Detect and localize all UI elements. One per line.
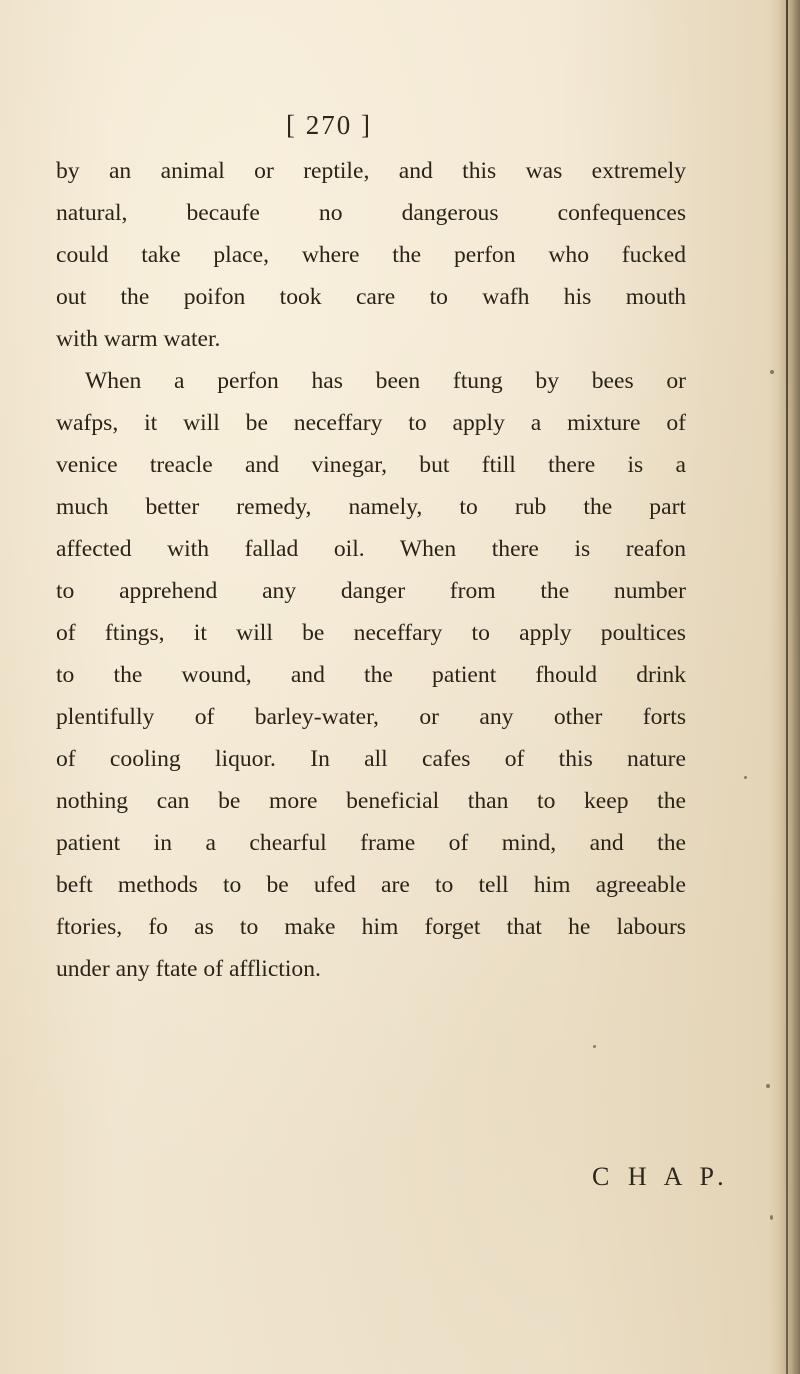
- paper-speck: [593, 1045, 596, 1048]
- text-line: much better remedy, namely, to rub the part: [56, 494, 686, 520]
- text-line: When a perfon has been ftung by bees or: [85, 368, 686, 394]
- text-line: wafps, it will be neceffary to apply a mixture of: [56, 410, 686, 436]
- text-line: venice treacle and vinegar, but ftill there is a: [56, 452, 686, 478]
- catchword: C H A P.: [592, 1162, 730, 1191]
- text-line: of ftings, it will be neceffary to apply poultices: [56, 620, 686, 646]
- text-line: to the wound, and the patient fhould drink: [56, 662, 686, 688]
- text-line: out the poifon took care to wafh his mouth: [56, 284, 686, 310]
- text-line: affected with fallad oil. When there is reafon: [56, 536, 686, 562]
- paper-speck: [766, 1084, 770, 1088]
- text-line: could take place, where the perfon who fucked: [56, 242, 686, 268]
- paper-speck: [770, 370, 774, 374]
- paper-speck: [744, 776, 747, 779]
- body-text: [56, 150, 686, 990]
- text-line: plentifully of barley-water, or any other forts: [56, 704, 686, 730]
- paper-speck: [770, 1215, 773, 1220]
- page-edge-shadow: [778, 0, 800, 1374]
- page-number: [ 270 ]: [286, 110, 372, 140]
- text-line: with warm water.: [56, 326, 221, 352]
- text-line: natural, becaufe no dangerous confequences: [56, 200, 686, 226]
- text-line: by an animal or reptile, and this was extremely: [56, 158, 686, 184]
- text-line: under any ftate of affliction.: [56, 956, 321, 982]
- text-line: nothing can be more beneficial than to keep the: [56, 788, 686, 814]
- page-edge-line: [786, 0, 788, 1374]
- text-line: ftories, fo as to make him forget that he labours: [56, 914, 686, 940]
- text-line: beft methods to be ufed are to tell him agreeable: [56, 872, 686, 898]
- text-line: of cooling liquor. In all cafes of this nature: [56, 746, 686, 772]
- text-line: to apprehend any danger from the number: [56, 578, 686, 604]
- text-line: patient in a chearful frame of mind, and the: [56, 830, 686, 856]
